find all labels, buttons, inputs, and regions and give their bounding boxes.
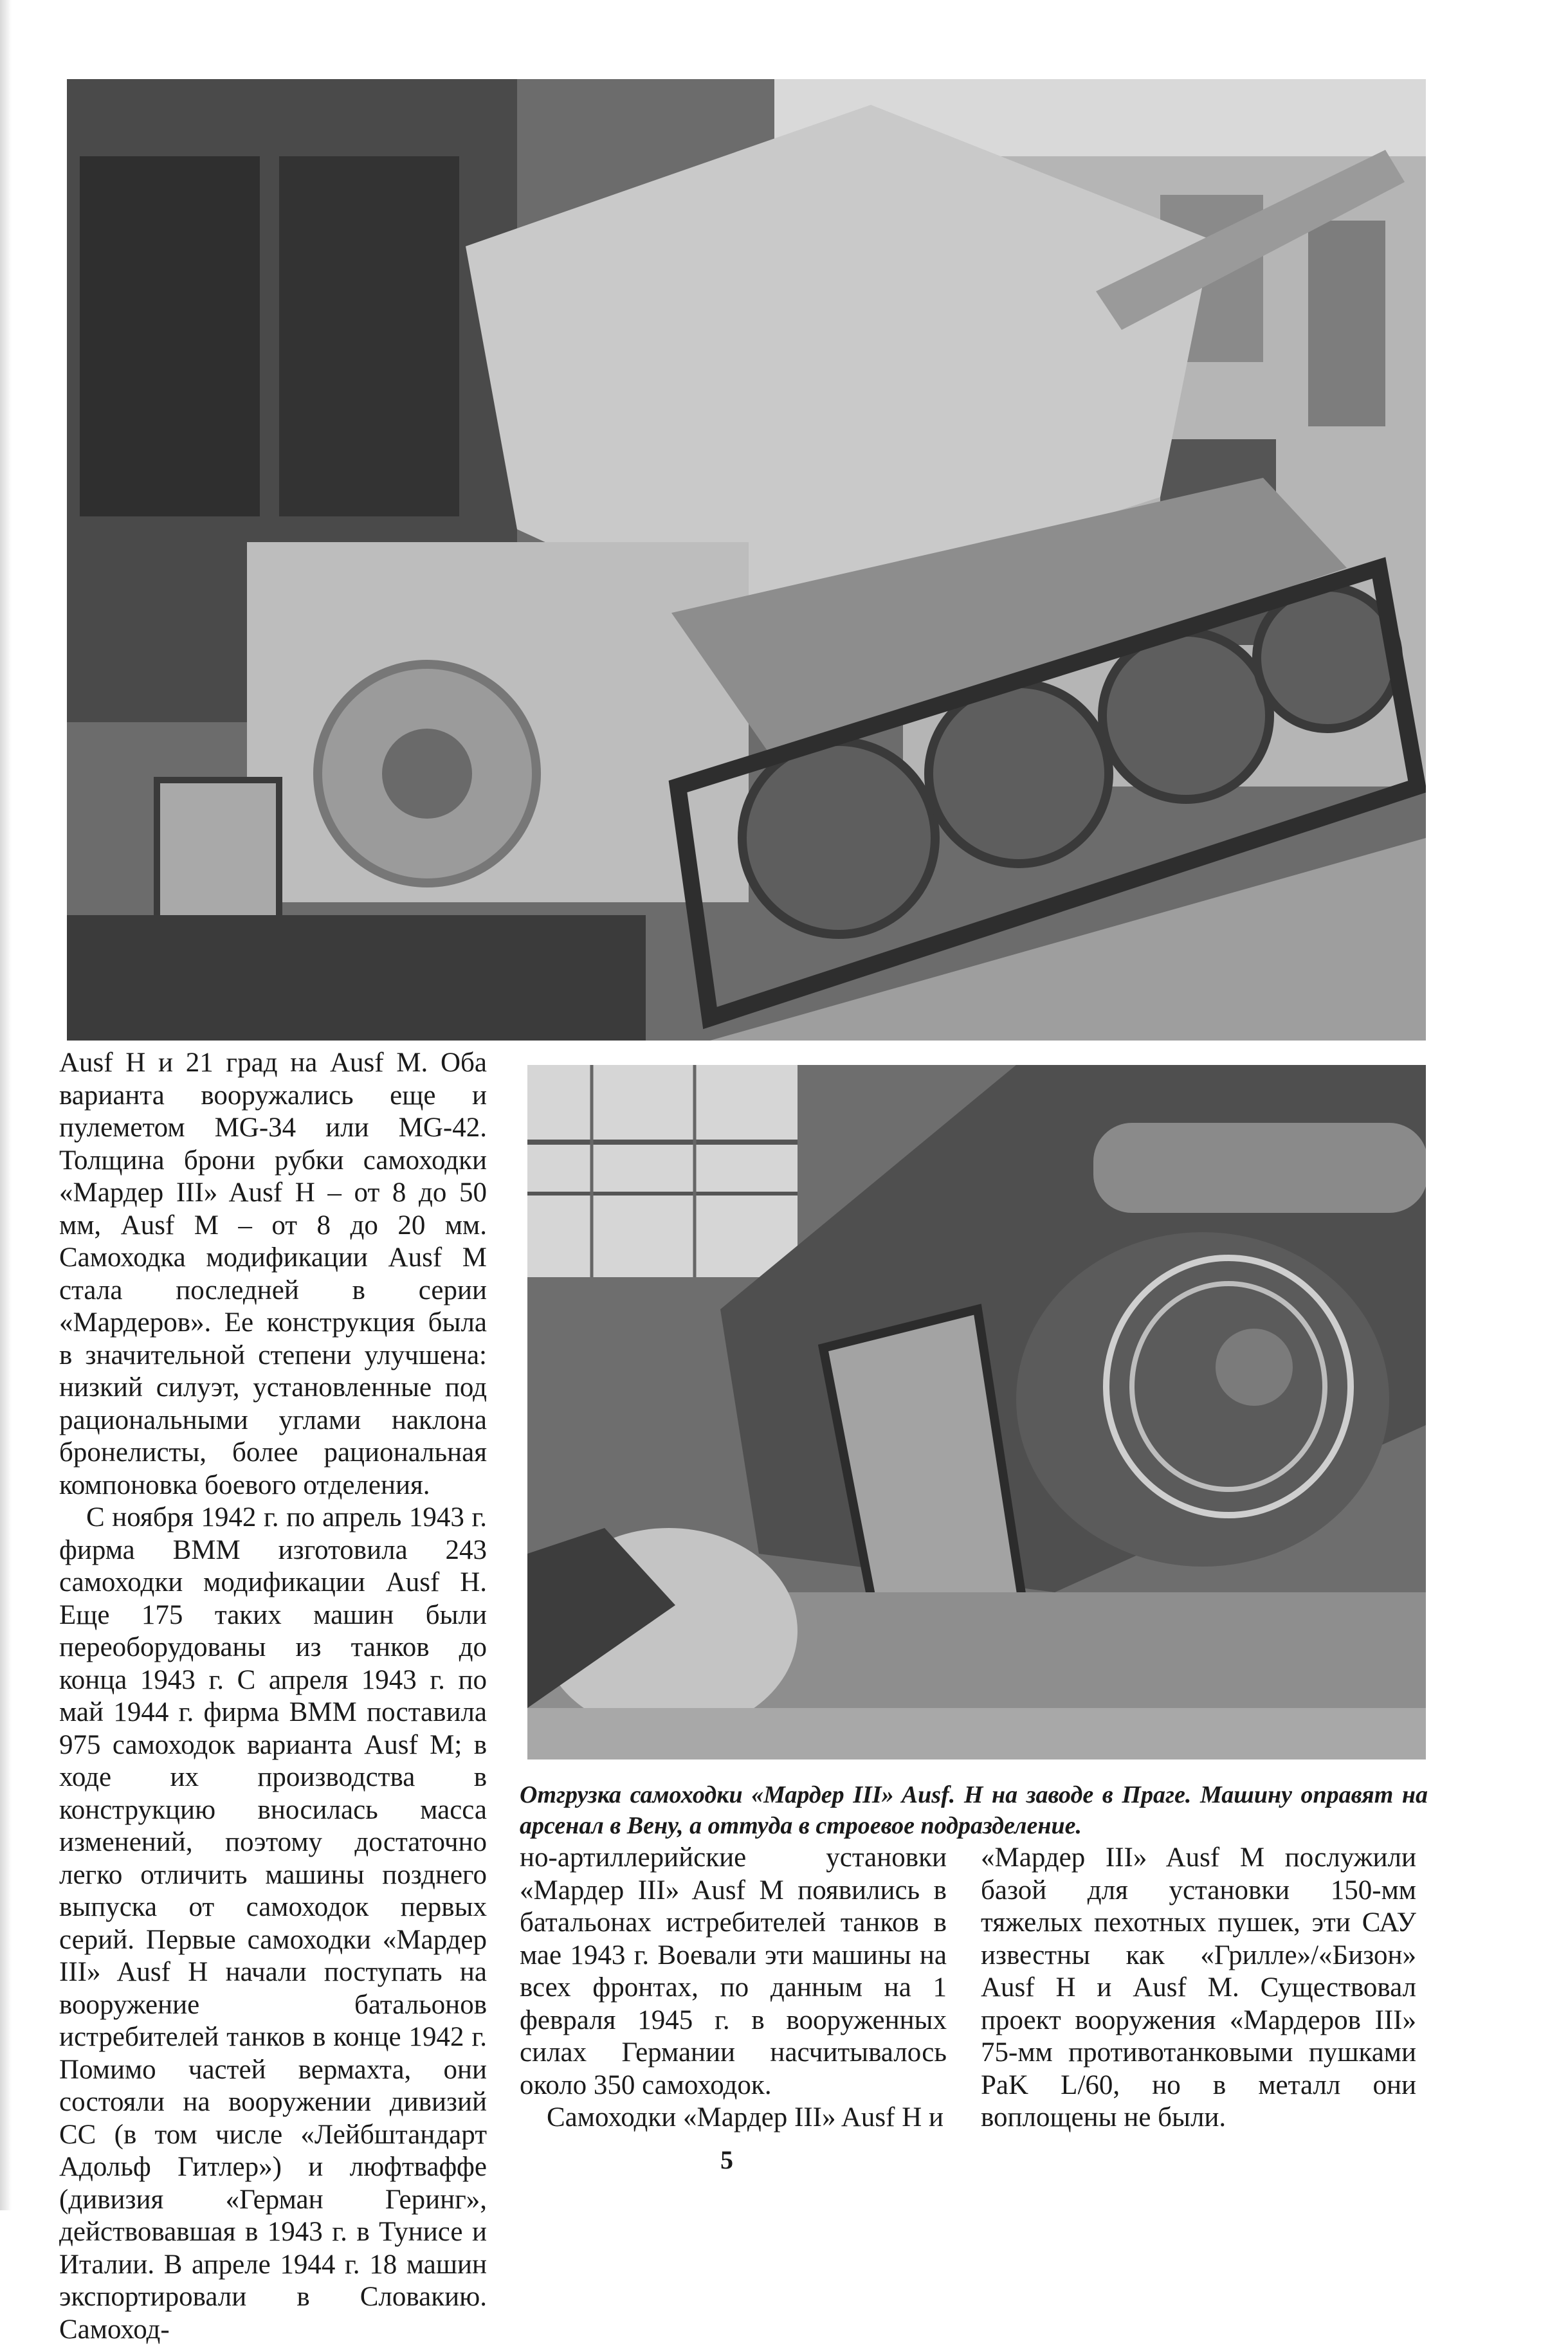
paragraph-left-2: С ноября 1942 г. по апрель 1943 г. фирма ВММ изготовила 243 самоходки модификации Ausf H. Еще 175 таких машин были переоборудованы из танков до конца 1943 г. С апреля 1943 г. по май 1944 г. фирма ВММ поставила 975 самоходок варианта Ausf M; в ходе их производства в конструкцию вносилась масса изменений, поэтому достаточно легко отличить машины позднего выпуска от самоходок первых серий. Первые самоходки «Мардер III» Ausf H начали поступать на вооружение батальонов истребителей танков в конце 1942 г. Помимо частей вермахта, они состояли на вооружении дивизий СС (в том числе «Лейбштандарт Адольф Гитлер») и люфтваффе (дивизия «Герман Геринг», действовавшая в 1943 г. в Тунисе и Италии. В апреле 1944 г. 18 машин экспортировали в Словакию. Самоход-: [59, 1502, 487, 2345]
paragraph-middle-1: но-артиллерийские установки «Мардер III» Ausf M появились в батальонах истребителей танков в мае 1943 г. Воевали эти машины на всех фронтах, по данным на 1 февраля 1945 г. в вооруженных силах Германии насчитывалось около 350 самоходок.: [520, 1842, 947, 2100]
photo-bottom-illustration: [527, 1065, 1426, 1760]
paragraph-right-1: «Мардер III» Ausf M послужили базой для установки 150-мм тяжелых пехотных пушек, эти САУ известны как «Грилле»/«Бизон» Ausf H и Ausf M. Существовал проект вооружения «Мардеров III» 75-мм противотанковыми пушками PaK L/60, но в металл они воплощены не были.: [981, 1842, 1416, 2132]
text-column-right: [981, 1842, 1416, 2134]
page-number: 5: [720, 2145, 733, 2174]
page-edge-shadow: [0, 0, 12, 2210]
photo-top-tank-rear: [67, 79, 1426, 1041]
figure-caption: Отгрузка самоходки «Мардер III» Ausf. H на заводе в Праге. Машину оправят на арсенал в Вену, а оттуда в строевое подразделение.: [520, 1781, 1428, 1839]
paragraph-left-1: Ausf H и 21 град на Ausf M. Оба варианта вооружались еще и пулеметом MG-34 или MG-42. Толщина брони рубки самоходки «Мардер III» Ausf H – от 8 до 50 мм, Ausf M – от 8 до 20 мм. Самоходка модификации Ausf M стала последней в серии «Мардеров». Ее конструкция была в значительной степени улучшена: низкий силуэт, установленные под рациональными углами наклона бронелисты, более рациональная компоновка боевого отделения.: [59, 1048, 487, 1500]
text-column-middle: [520, 1842, 947, 2134]
text-column-left: [59, 1047, 487, 2346]
photo-bottom-tank-loading: [527, 1065, 1426, 1760]
photo-top-illustration: [67, 79, 1426, 1041]
paragraph-middle-2: Самоходки «Мардер III» Ausf H и: [547, 2102, 944, 2132]
